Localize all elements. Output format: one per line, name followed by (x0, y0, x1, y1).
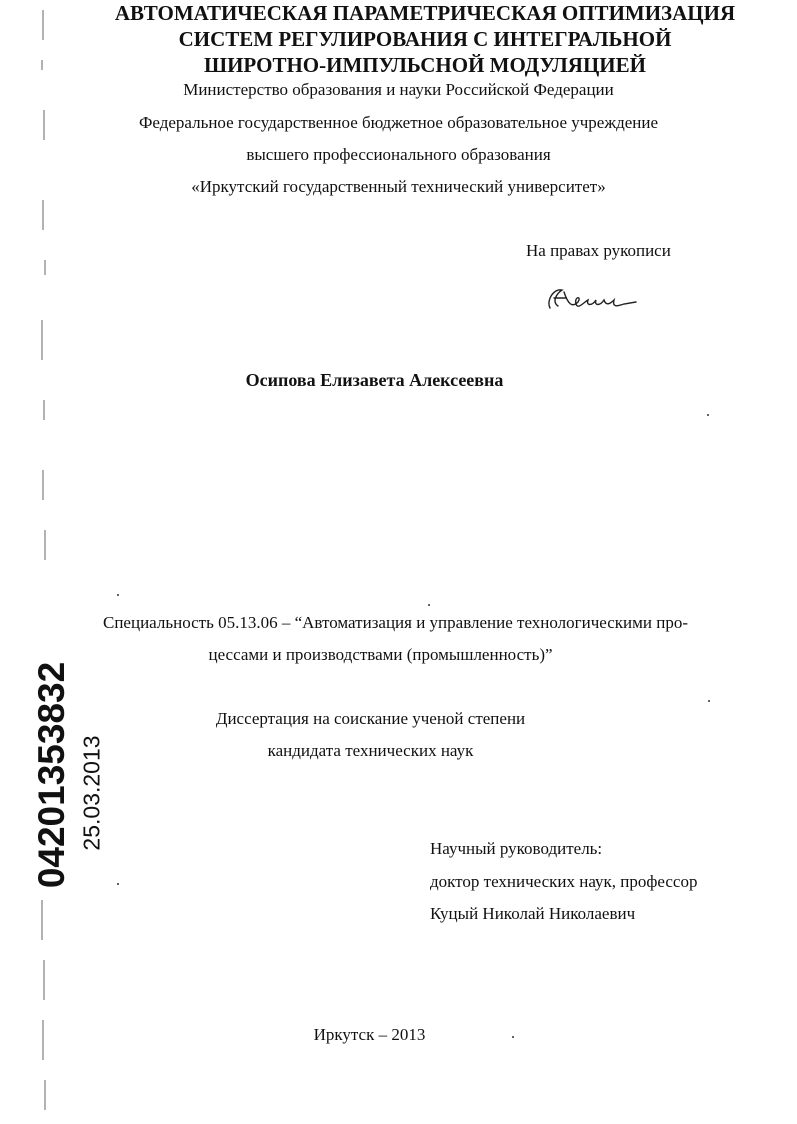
city-year: Иркутск – 2013 (313, 1025, 426, 1044)
degree-line-2: кандидата технических наук (267, 741, 474, 760)
manuscript-note: На правах рукописи (526, 241, 671, 260)
author-signature (544, 278, 639, 318)
degree-line-1: Диссертация на соискание ученой степени (215, 709, 526, 728)
scan-speck (708, 700, 710, 702)
ministry-line: Министерство образования и науки Российской Федерации (183, 80, 614, 99)
supervisor-label: Научный руководитель: (430, 839, 603, 858)
scan-speck (117, 594, 119, 596)
scan-speck (428, 604, 430, 606)
title-line-2: СИСТЕМ РЕГУЛИРОВАНИЯ С ИНТЕГРАЛЬНОЙ (178, 27, 672, 51)
library-stamp-number: 04201353832 (31, 661, 72, 889)
scan-speck (117, 883, 119, 885)
institution-type-line: Федеральное государственное бюджетное образовательное учреждение (138, 113, 659, 132)
education-level-line: высшего профессионального образования (246, 145, 551, 164)
supervisor-degree: доктор технических наук, профессор (430, 872, 698, 891)
university-name: «Иркутский государственный технический университет» (191, 177, 606, 196)
author-name: Осипова Елизавета Алексеевна (245, 370, 504, 390)
title-line-3: ШИРОТНО-ИМПУЛЬСНОЙ МОДУЛЯЦИЕЙ (204, 53, 646, 77)
library-stamp-date: 25.03.2013 (78, 735, 105, 851)
supervisor-name: Куцый Николай Николаевич (430, 904, 636, 923)
specialty-line-2: цессами и производствами (промышленность)” (208, 645, 553, 664)
scan-speck (707, 414, 709, 416)
specialty-line-1: Специальность 05.13.06 – “Автоматизация и управление технологическими про- (103, 613, 688, 632)
title-line-1: АВТОМАТИЧЕСКАЯ ПАРАМЕТРИЧЕСКАЯ ОПТИМИЗАЦИЯ (114, 1, 736, 25)
scan-edge-artifacts (33, 0, 51, 1124)
